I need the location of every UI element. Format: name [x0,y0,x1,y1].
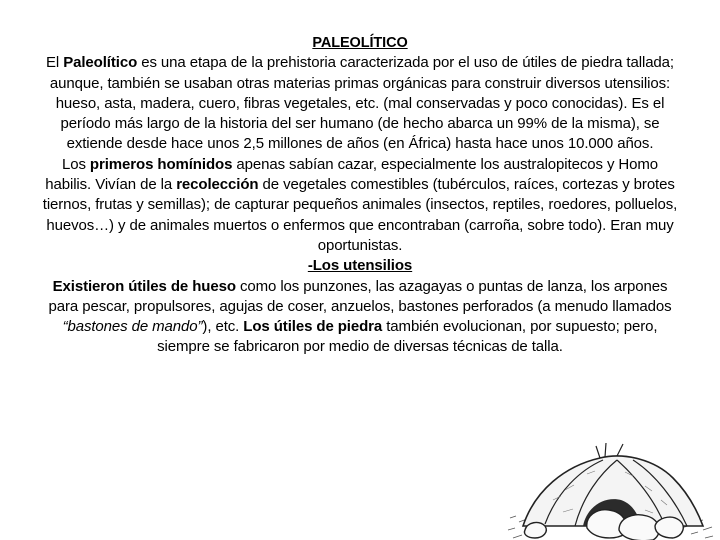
p1-text-2: es una etapa de la prehistoria caracterizada por el uso de útiles de piedra tallada; aunque, también se usaban otras materias primas orgánicas para construir diversos utensilios: hueso, asta, madera, cuero, fibras vegetales, etc. (mal conservadas y poco conocidas). Es el período más largo de la historia del ser humano (de hecho abarca un 99% de la misma), se extiende desde hace unos 2,5 millones de años (en África) hasta hace unos 10.000 años. [49,54,674,153]
p2-bold-1: primeros homínidos [89,155,233,173]
p3-italic-1: “bastones de mando” [62,318,203,336]
p2-text-3: de vegetales comestibles (tubérculos, raíces, cortezas y brotes tiernos, frutas y semillas); de capturar pequeños animales (insectos, reptiles, roedores, polluelos, huevos…) y de animales muertos o enfermos que encontraban (carroña, sobre todo). Eran muy oportunistas. [42,176,678,254]
slide-title: PALEOLÍTICO [312,35,408,51]
p3-text-3: también evolucionan, por supuesto; pero, siempre se fabricaron por medio de diversas técnicas de talla. [157,318,658,356]
p3-bold-1: Existieron útiles de hueso [52,277,236,295]
p2-text-2: apenas sabían cazar, especialmente los australopitecos y Homo habilis. Vivían de la [45,155,659,194]
p2-text-1: Los [61,155,90,173]
p3-text-2: ), etc. [202,318,244,336]
section-subtitle: -Los utensilios [307,257,413,275]
p1-bold-1: Paleolítico [63,54,138,72]
paragraph-paleolitico [40,53,680,154]
slide-text [40,33,680,358]
p2-bold-2: recolección [176,176,259,194]
hut-icon [505,430,720,540]
paragraph-utensilios [40,277,680,358]
p1-text-1: El [45,54,64,72]
p3-bold-2: Los útiles de piedra [243,318,383,336]
paragraph-hominidos [40,155,680,256]
p3-text-1: como los punzones, las azagayas o puntas de lanza, los arpones para pescar, propulsores, agujas de coser, anzuelos, bastones perforados (a menudo llamados [48,277,672,315]
